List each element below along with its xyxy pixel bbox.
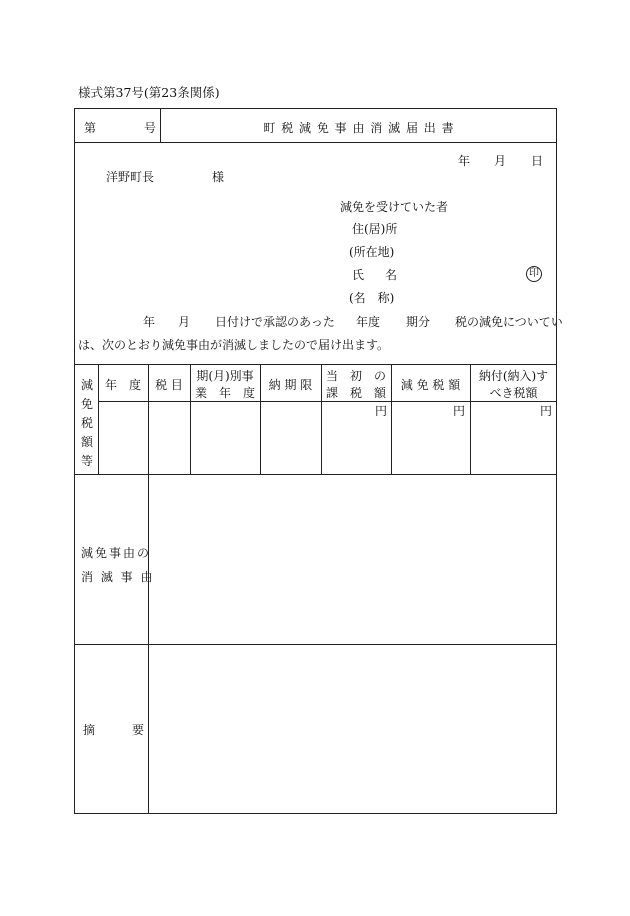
unit-reduction: 円 [453, 404, 466, 418]
addressee-name: 洋野町長 [106, 170, 155, 184]
body-year: 年 [143, 315, 156, 329]
date-month: 月 [494, 154, 507, 168]
tax-table-top [74, 364, 557, 365]
applicant-location-label: (所在地) [349, 245, 395, 259]
header-initial-1: 当 初 の [325, 369, 386, 383]
no-suffix: 号 [144, 121, 157, 135]
body-line-2: は、次のとおり減免事由が消滅しましたので届け出ます。 [78, 338, 390, 352]
reason-bottom [74, 644, 557, 645]
tax-table-header-bottom [98, 401, 557, 402]
applicant-name-label-2: 名 [385, 268, 398, 282]
date-day: 日 [531, 154, 544, 168]
form-number: 様式第37号(第23条関係) [78, 85, 220, 100]
header-period-2: 業 年 度 [194, 386, 255, 400]
header-tax-item: 税 目 [155, 378, 183, 392]
applicant-corp-name-label: (名 称) [349, 291, 395, 305]
document-title: 町 税 減 免 事 由 消 滅 届 出 書 [263, 121, 455, 135]
header-period-1: 期(月)別事 [196, 369, 254, 383]
remarks-label-2: 要 [132, 723, 145, 737]
header-initial-2: 課 税 額 [325, 386, 386, 400]
applicant-name-label-1: 氏 [352, 268, 365, 282]
body-tax-tail: 税の減免についてい [455, 315, 563, 329]
applicant-heading: 減免を受けていた者 [340, 200, 449, 214]
main-form [74, 142, 557, 814]
applicant-address-label: 住(居)所 [352, 222, 398, 236]
date-year: 年 [458, 154, 471, 168]
unit-payable: 円 [540, 404, 553, 418]
reason-label-1: 減免事由の [81, 546, 152, 560]
addressee-honorific: 様 [212, 170, 225, 184]
body-period: 期分 [406, 315, 431, 329]
seal-mark: 印 [526, 266, 542, 282]
reason-label-2: 消 滅 事 由 [81, 570, 155, 584]
header-reduction: 減 免 税 額 [400, 378, 461, 392]
header-due: 納 期 限 [268, 378, 313, 392]
label-col-line [148, 364, 149, 814]
header-payable-1: 納付(納入)す [478, 369, 549, 383]
no-prefix: 第 [84, 121, 97, 135]
body-fiscal-year: 年度 [356, 315, 381, 329]
body-approval: 日付けで承認のあった [215, 315, 335, 329]
header-year: 年 度 [104, 378, 141, 392]
unit-initial: 円 [375, 404, 388, 418]
tax-table-bottom [74, 474, 557, 475]
tax-row-label: 減免税額等 [80, 378, 93, 468]
body-month: 月 [178, 315, 191, 329]
header-payable-2: べき税額 [489, 386, 538, 400]
remarks-label-1: 摘 [83, 723, 96, 737]
